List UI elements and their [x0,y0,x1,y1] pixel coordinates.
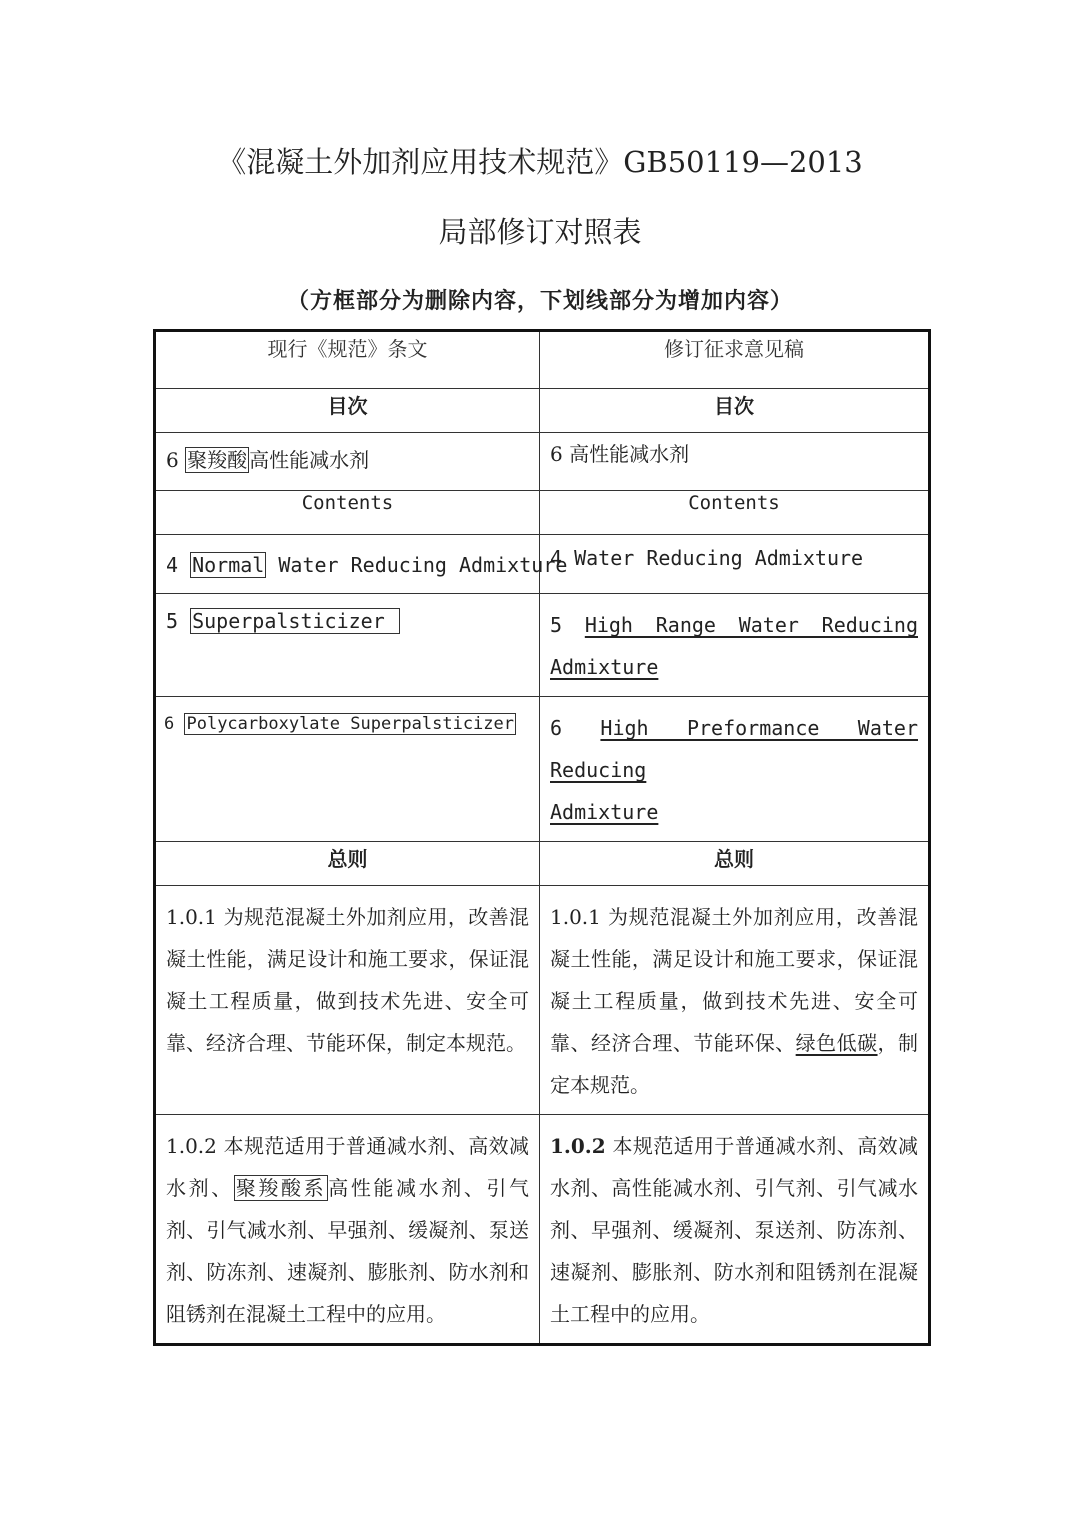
added-text: Admixture [550,655,659,679]
table-row [155,697,930,842]
current-text-cell: 1.0.2 本规范适用于普通减水剂、高效减水剂、 聚羧酸系 高性能减水剂、引气剂、引气减水剂、早强剂、缓凝剂、泵送剂、防冻剂、速凝剂、膨胀剂、防水剂和阻锈剂在混凝土工程中的应用。 [155,1115,540,1345]
document-subtitle: 局部修订对照表 [438,215,642,249]
deleted-text-box: 聚羧酸 [187,448,248,472]
deleted-text-box: Superpalsticizer [190,608,400,634]
revised-text-cell: 1.0.1 为规范混凝土外加剂应用，改善混凝土性能，满足设计和施工要求，保证混凝土工程质量，做到技术先进、安全可靠、经济合理、节能环保、绿色低碳，制定本规范。 [540,886,930,1115]
deleted-text-box: 聚羧酸系 [235,1176,327,1200]
added-text: High Preformance Water Reducing [550,716,918,782]
section-label: 目次 [540,389,930,433]
current-text-cell: 4 Normal Water Reducing Admixture [155,535,540,594]
table-row [155,535,930,594]
legend-note: （方框部分为删除内容，下划线部分为增加内容） [286,288,793,314]
revised-text-cell: 6 High Preformance Water Reducing Admixture [540,697,930,842]
section-row-contents-en [155,491,930,535]
table-row [155,886,930,1115]
table-row [155,1115,930,1345]
revised-text-cell: 6 高性能减水剂 [540,433,930,491]
revised-text-cell: 5 High Range Water Reducing Admixture [540,594,930,697]
deleted-text-box: Normal [192,553,265,577]
deleted-text-box: Polycarboxylate Superpalsticizer [186,714,514,734]
document-title: 《混凝土外加剂应用技术规范》GB50119—2013 [217,145,863,179]
section-label: Contents [155,491,540,535]
added-text: Admixture [550,800,659,824]
table-row [155,594,930,697]
table-row [155,433,930,491]
column-header-revised: 修订征求意见稿 [540,331,930,389]
added-text: 绿色低碳 [795,1031,878,1055]
current-text-cell: 5 Superpalsticizer [155,594,540,697]
column-header-current: 现行《规范》条文 [155,331,540,389]
table-header-row [155,331,930,389]
current-text-cell: 6 聚羧酸 高性能减水剂 [155,433,540,491]
section-label: 目次 [155,389,540,433]
section-row-general [155,842,930,886]
added-text: High Range Water Reducing [584,613,918,637]
section-label: 总则 [155,842,540,886]
current-text-cell: 1.0.1 为规范混凝土外加剂应用，改善混凝土性能，满足设计和施工要求，保证混凝土工程质量，做到技术先进、安全可靠、经济合理、节能环保，制定本规范。 [155,886,540,1115]
section-label: Contents [540,491,930,535]
section-row-contents-cn [155,389,930,433]
section-label: 总则 [540,842,930,886]
revised-text-cell: 1.0.2 本规范适用于普通减水剂、高效减水剂、高性能减水剂、引气剂、引气减水剂、早强剂、缓凝剂、泵送剂、防冻剂、速凝剂、膨胀剂、防水剂和阻锈剂在混凝土工程中的应用。 [540,1115,930,1345]
comparison-table [153,329,931,1346]
revised-text-cell: 4 Water Reducing Admixture [540,535,930,594]
current-text-cell: 6 Polycarboxylate Superpalsticizer [155,697,540,842]
